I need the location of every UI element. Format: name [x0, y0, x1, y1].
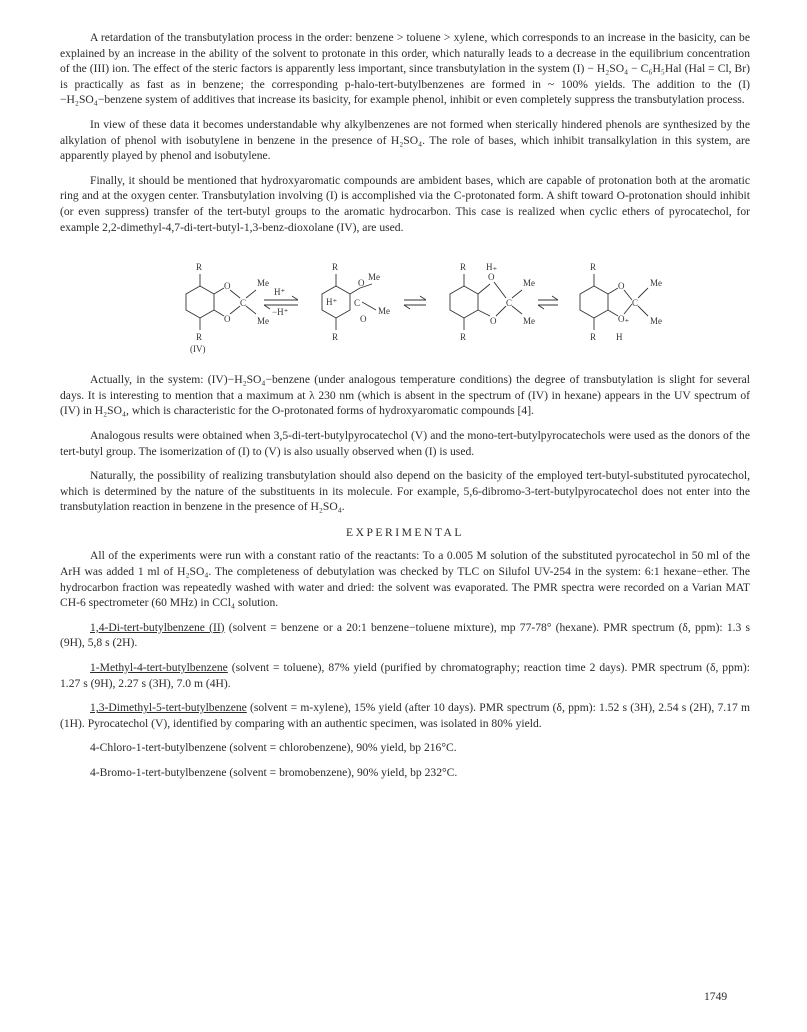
compound-entry: 4-Bromo-1-tert-butylbenzene (solvent = bromobenzene), 90% yield, bp 232°C. — [90, 766, 458, 779]
scheme-label: R — [332, 262, 339, 273]
scheme-label: O — [488, 272, 495, 283]
compound-name: 1-Methyl-4-tert-butylbenzene — [90, 661, 228, 675]
scheme-label: R — [590, 332, 597, 343]
arrow-label: −H⁺ — [272, 307, 289, 318]
scheme-label: Me — [368, 272, 380, 283]
scheme-label: R — [460, 332, 467, 343]
reaction-scheme-drawing — [60, 244, 750, 364]
scheme-label: Me — [257, 278, 269, 289]
compound-label: (IV) — [190, 344, 206, 355]
paragraph: Analogous results were obtained when 3,5-di-tert-butylpyrocatechol (V) and the mono-tert-butylpyrocatechols were used as the donors of the tert-butyl group. The isomerization of (I) to (V) is also usually observed when (I) is used. — [60, 428, 750, 458]
scheme-label: H — [616, 332, 623, 343]
scheme-label: R — [332, 332, 339, 343]
paragraph: In view of these data it becomes understandable why alkylbenzenes are not formed when sterically hindered phenols are synthesized by the alkylation of phenol with isobutylene in benzene in the presence of H₂SO₄. The role of bases, which inhibit transalkylation in this system, are apparently played by phenol and isobutylene. — [60, 117, 750, 163]
scheme-label: Me — [257, 316, 269, 327]
scheme-label: O — [224, 314, 231, 325]
scheme-label: C — [506, 298, 513, 309]
paragraph: Naturally, the possibility of realizing transbutylation should also depend on the basicity of the employed tert-butyl-substituted pyrocatechol, which is determined by the nature of the substituents in its molecule. For example, 5,6-dibromo-3-tert-butylpyrocatechol does not enter into the transbutylation reaction in benzene in the presence of H₂SO₄. — [60, 469, 750, 514]
compound-entry — [60, 700, 750, 731]
scheme-label: C — [632, 298, 639, 309]
scheme-label: O — [618, 281, 625, 292]
compound-entry — [60, 620, 750, 651]
compound-details: (solvent = toluene), 87% yield (purified by chromatography; reaction time 2 days). PMR spectrum (δ, ppm): 1.27 s (9H), 2.27 s (3H), 7.0 m (4H). — [60, 661, 750, 690]
paragraph: Finally, it should be mentioned that hydroxyaromatic compounds are ambident bases, which are capable of protonation both at the aromatic ring and at the oxygen center. Transbutylation involving (I) is accomplished via the C-protonated form. A shift toward O-protonation should inhibit (or even suppress) transfer of the tert-butyl groups to the aromatic hydrocarbon. This case is realized when cyclic ethers of pyrocatechol, for example 2,2-dimethyl-4,7-di-tert-butyl-1,3-benz-dioxolane (IV), are used. — [60, 173, 750, 234]
scheme-label: O — [224, 281, 231, 292]
scheme-label: C — [240, 298, 247, 309]
compound-details: (solvent = benzene or a 20:1 benzene−toluene mixture), mp 77-78° (hexane). PMR spectrum (δ, ppm): 1.3 s (9H), 5,8 s (2H). — [60, 620, 750, 650]
scheme-label: O — [490, 316, 497, 327]
scheme-label: R — [590, 262, 597, 273]
scheme-label: Me — [523, 316, 535, 327]
scheme-label: Me — [523, 278, 535, 289]
scheme-label: H⁺ — [326, 297, 338, 308]
scheme-label: R — [196, 262, 203, 273]
section-heading: EXPERIMENTAL — [346, 525, 464, 539]
scheme-label: O₊ — [618, 314, 630, 325]
compound-name: 1,4-Di-tert-butylbenzene (II) — [90, 620, 225, 634]
scheme-label: Me — [378, 306, 390, 317]
paragraph: Actually, in the system: (IV)−H₂SO₄−benzene (under analogous temperature conditions) the degree of transbutylation is slight for several days. It is interesting to mention that a maximum at λ 230 nm (which is absent in the spectrum of (IV) in hexane) appears in the UV spectrum of (IV) in H₂SO₄, which is characteristic for the O-protonated forms of hydroxyaromatic compounds [4]. — [60, 373, 750, 418]
page — [60, 30, 750, 790]
scheme-label: R — [196, 332, 203, 343]
compound-entry: 4-Chloro-1-tert-butylbenzene (solvent = chlorobenzene), 90% yield, bp 216°C. — [90, 741, 457, 755]
scheme-label: O — [358, 278, 365, 289]
paragraph: A retardation of the transbutylation process in the order: benzene > toluene > xylene, which corresponds to an increase in the basicity, can be explained by an increase in the ability of the solvent to protonate in this order, which naturally leads to a decrease in the equilibrium concentration of the (III) ion. The effect of the steric factors is apparently less important, since transbutylation in the system (I) − H₂SO₄ − C₆H₅Hal (Hal = Cl, Br) is practically as fast as in benzene; the corresponding p-halo-tert-butylbenzenes are formed in ~ 100% yields. The addition to the (I)−H₂SO₄−benzene system of additives that increase its basicity, for example phenol, inhibit or even completely suppress the transbutylation process. — [60, 31, 750, 107]
scheme-label: Me — [650, 278, 662, 289]
compound-details: (solvent = m-xylene), 15% yield (after 10 days). PMR spectrum (δ, ppm): 1.52 s (3H), 2.54 s (2H), 7.17 m (1H). Pyrocatechol (V), identified by comparing with an authentic specimen, was isolated in 80% yield. — [60, 701, 750, 730]
paragraph: All of the experiments were run with a constant ratio of the reactants: To a 0.005 M solution of the substituted pyrocatechol in 50 ml of the ArH was added 1 ml of H₂SO₄. The completeness of debutylation was checked by TLC on Silufol UV-254 in the system: 6:1 hexane−ether. The hydrocarbon fraction was repeatedly washed with water and dried: the solvent was evaporated. The PMR spectra were recorded on a Varian MAT CH-6 spectrometer (60 MHz) in CCl₄ solution. — [60, 549, 750, 610]
scheme-label: Me — [650, 316, 662, 327]
scheme-label: O — [360, 314, 367, 325]
compound-entry — [60, 660, 750, 691]
arrow-label: H⁺ — [274, 287, 286, 298]
page-number: 1749 — [704, 990, 728, 1003]
reaction-scheme — [60, 244, 750, 364]
compound-name: 1,3-Dimethyl-5-tert-butylbenzene — [90, 701, 247, 715]
scheme-label: R — [460, 262, 467, 273]
scheme-label: H₊ — [486, 262, 498, 273]
scheme-label: C — [354, 298, 361, 309]
